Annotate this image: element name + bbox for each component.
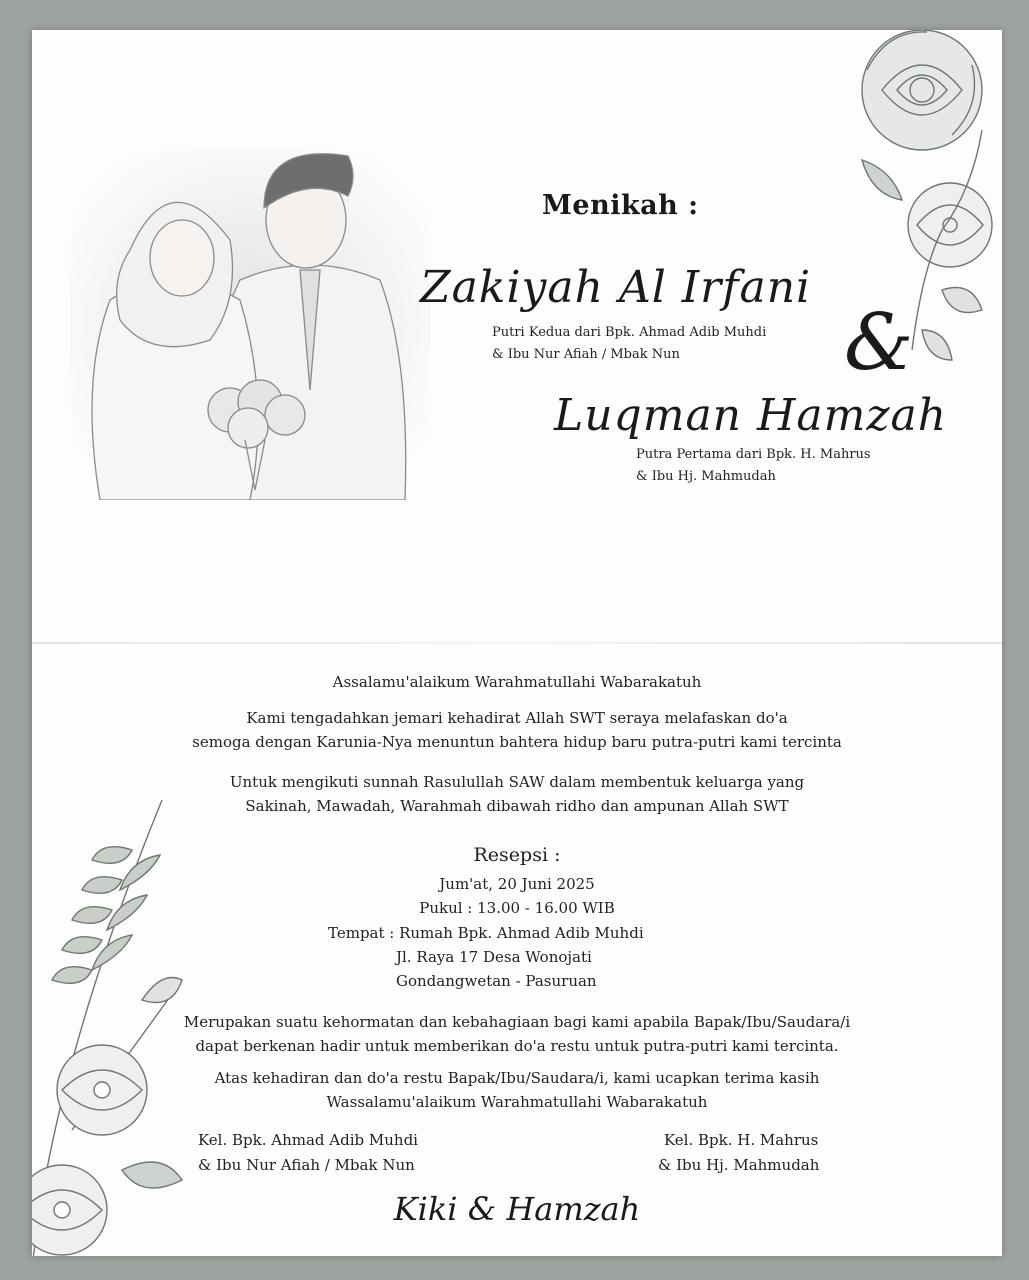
family-groom — [658, 1128, 819, 1178]
couple-signature: Kiki & Hamzah — [393, 1190, 641, 1228]
menikah-heading: Menikah : — [542, 190, 699, 221]
paragraph-terima-kasih — [32, 1066, 1002, 1114]
bride-name: Zakiyah Al Irfani — [420, 262, 812, 313]
resepsi-time: Pukul : 13.00 - 16.00 WIB — [419, 899, 615, 917]
place-line1: Tempat : Rumah Bpk. Ahmad Adib Muhdi — [328, 924, 644, 942]
couple-illustration — [70, 110, 430, 500]
fold-line — [32, 642, 1002, 644]
bride-parents — [492, 322, 766, 366]
family-bride-line2: & Ibu Nur Afiah / Mbak Nun — [198, 1156, 415, 1174]
bride-parents-line2: & Ibu Nur Afiah / Mbak Nun — [492, 347, 680, 362]
paragraph-doa-line2: semoga dengan Karunia-Nya menuntun bahtera hidup baru putra-putri kami tercinta — [192, 733, 842, 751]
paragraph-doa-line1: Kami tengadahkan jemari kehadirat Allah SWT seraya melafaskan do'a — [246, 709, 788, 727]
groom-parents-line1: Putra Pertama dari Bpk. H. Mahrus — [636, 447, 871, 462]
salam-closing: Wassalamu'alaikum Warahmatullahi Wabarakatuh — [326, 1093, 708, 1111]
paragraph-kehormatan-line2: dapat berkenan hadir untuk memberikan do'a restu untuk putra-putri kami tercinta. — [195, 1037, 839, 1055]
groom-name: Luqman Hamzah — [554, 390, 948, 441]
paragraph-kehormatan — [32, 1010, 1002, 1058]
paragraph-terima-kasih-line1: Atas kehadiran dan do'a restu Bapak/Ibu/Saudara/i, kami ucapkan terima kasih — [214, 1069, 820, 1087]
resepsi-place — [328, 921, 644, 993]
groom-parents-line2: & Ibu Hj. Mahmudah — [636, 469, 776, 484]
paragraph-sunnah — [32, 770, 1002, 818]
family-groom-line1: Kel. Bpk. H. Mahrus — [664, 1131, 819, 1149]
paragraph-sunnah-line2: Sakinah, Mawadah, Warahmah dibawah ridho dan ampunan Allah SWT — [245, 797, 789, 815]
paragraph-kehormatan-line1: Merupakan suatu kehormatan dan kebahagiaan bagi kami apabila Bapak/Ibu/Saudara/i — [183, 1013, 851, 1031]
place-line3: Gondangwetan - Pasuruan — [396, 972, 597, 990]
resepsi-title: Resepsi : — [473, 844, 561, 866]
groom-parents — [636, 444, 871, 488]
family-bride-line1: Kel. Bpk. Ahmad Adib Muhdi — [198, 1131, 418, 1149]
bride-parents-line1: Putri Kedua dari Bpk. Ahmad Adib Muhdi — [492, 325, 767, 340]
resepsi-date: Jum'at, 20 Juni 2025 — [439, 875, 595, 893]
paragraph-sunnah-line1: Untuk mengikuti sunnah Rasulullah SAW dalam membentuk keluarga yang — [229, 773, 805, 791]
family-groom-line2: & Ibu Hj. Mahmudah — [658, 1156, 820, 1174]
ampersand: & — [844, 298, 914, 388]
place-line2: Jl. Raya 17 Desa Wonojati — [396, 948, 592, 966]
paragraph-doa — [32, 706, 1002, 754]
invitation-card — [32, 30, 1002, 1256]
family-bride — [198, 1128, 418, 1178]
salam-opening: Assalamu'alaikum Warahmatullahi Wabarakatuh — [332, 673, 702, 691]
